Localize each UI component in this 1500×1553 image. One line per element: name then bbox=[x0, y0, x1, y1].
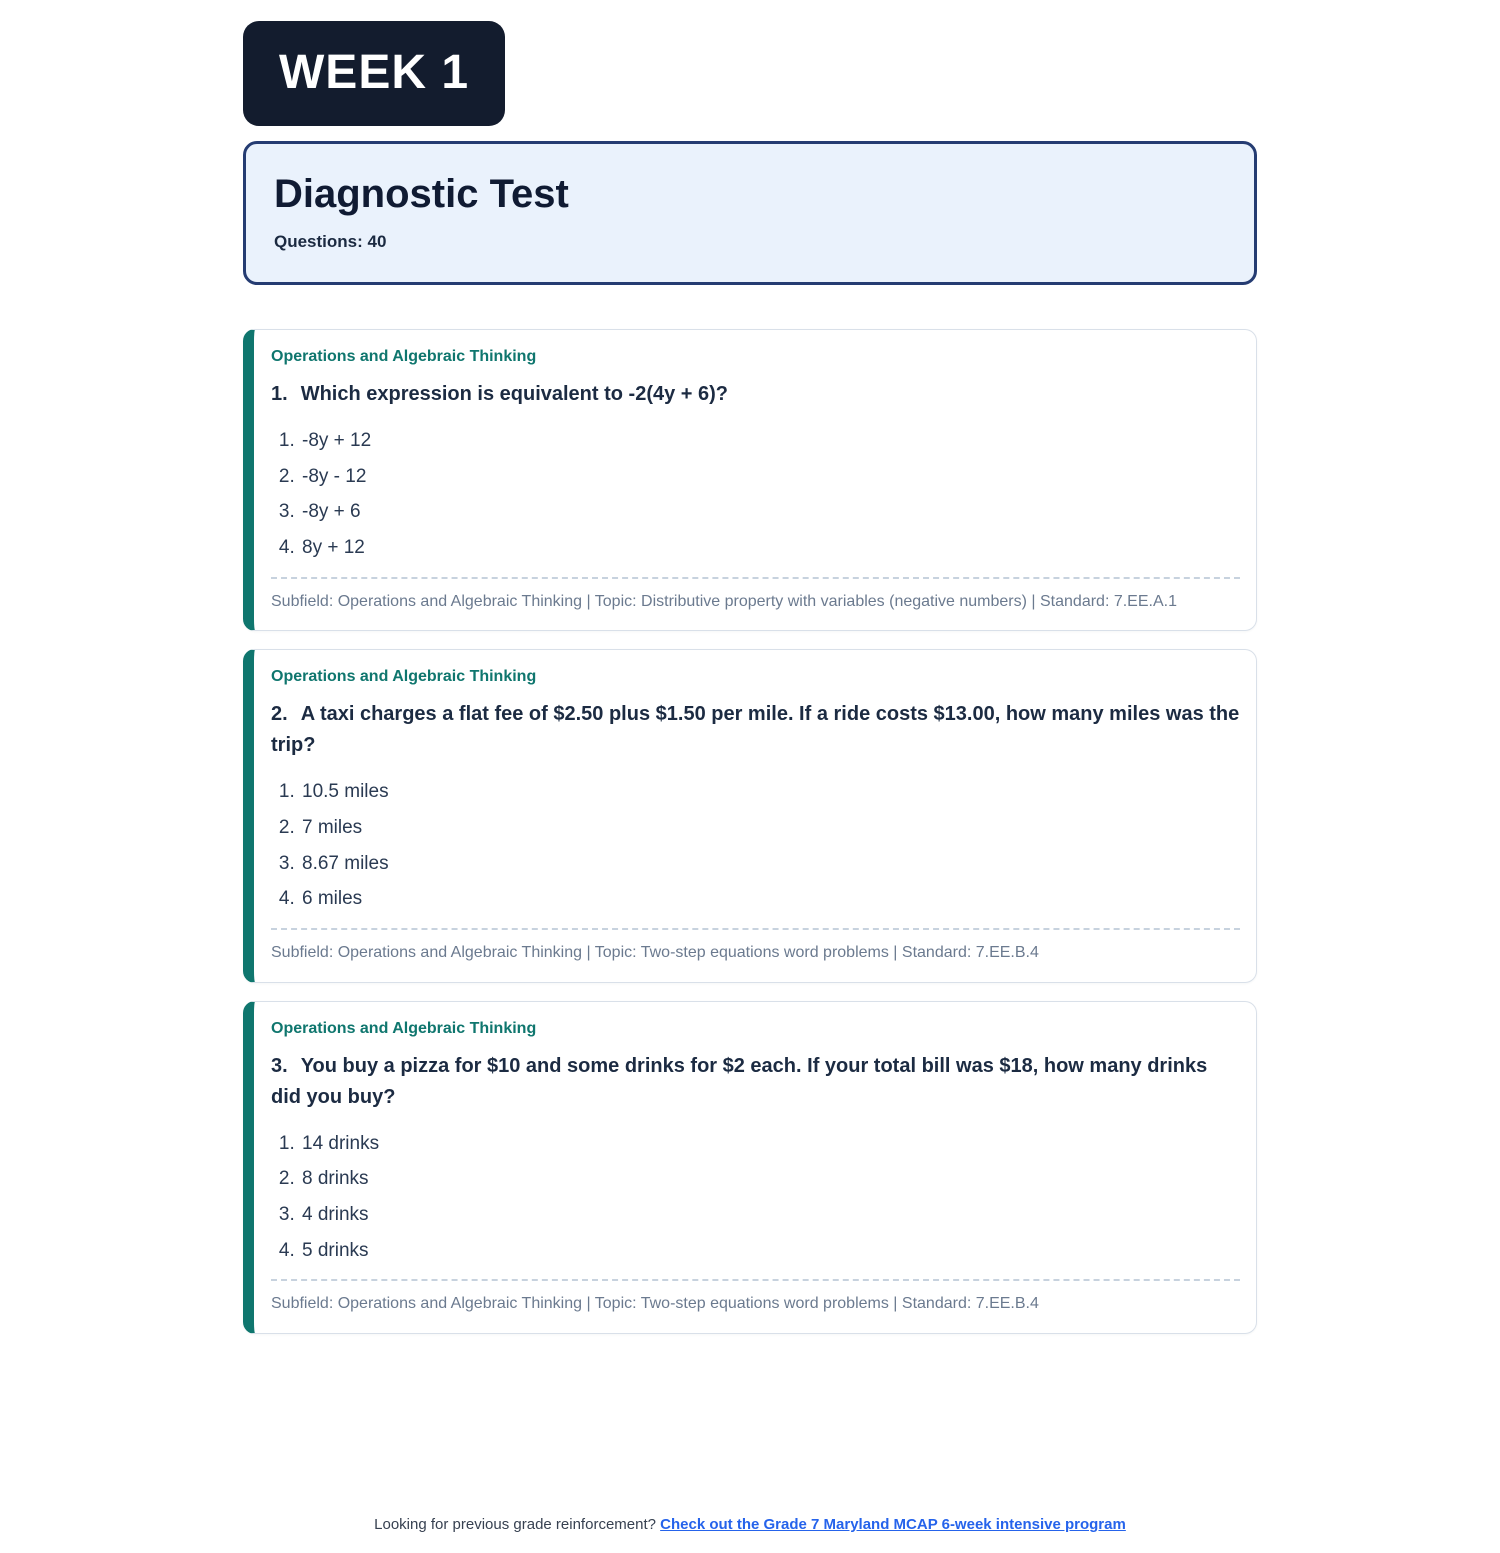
worksheet-page bbox=[243, 0, 1257, 1553]
question-card-1 bbox=[243, 329, 1257, 631]
footer-note bbox=[243, 1516, 1257, 1553]
option-item: 3. 4 drinks bbox=[300, 1202, 1240, 1228]
option-item: 1. 14 drinks bbox=[300, 1131, 1240, 1157]
option-item: 3. 8.67 miles bbox=[300, 851, 1240, 877]
question-number: 1. bbox=[271, 383, 288, 405]
option-item: 4. 8y + 12 bbox=[300, 535, 1240, 561]
option-item: 4. 6 miles bbox=[300, 886, 1240, 912]
footer-prefix: Looking for previous grade reinforcement? bbox=[374, 1516, 661, 1534]
option-item: 2. 8 drinks bbox=[300, 1166, 1240, 1192]
option-item: 2. 7 miles bbox=[300, 815, 1240, 841]
option-item: 3. -8y + 6 bbox=[300, 499, 1240, 525]
diagnostic-test-panel bbox=[243, 141, 1257, 285]
question-body: You buy a pizza for $10 and some drinks for $2 each. If your total bill was $18, how many drinks did you buy? bbox=[271, 1054, 1208, 1108]
options-list bbox=[271, 1131, 1240, 1264]
options-list bbox=[271, 428, 1240, 561]
question-meta: Subfield: Operations and Algebraic Thinking | Topic: Two-step equations word problems | Standard: 7.EE.B.4 bbox=[271, 943, 1039, 961]
category-label: Operations and Algebraic Thinking bbox=[271, 1019, 537, 1037]
question-meta: Subfield: Operations and Algebraic Thinking | Topic: Distributive property with variables (negative numbers) | Standard: 7.EE.A.1 bbox=[271, 592, 1177, 610]
options-list bbox=[271, 779, 1240, 912]
meta-divider bbox=[271, 1279, 1240, 1281]
option-item: 1. -8y + 12 bbox=[300, 428, 1240, 454]
meta-divider bbox=[271, 577, 1240, 579]
question-body: A taxi charges a flat fee of $2.50 plus $1.50 per mile. If a ride costs $13.00, how many miles was the trip? bbox=[271, 703, 1240, 757]
option-item: 2. -8y - 12 bbox=[300, 464, 1240, 490]
category-label: Operations and Algebraic Thinking bbox=[271, 348, 537, 365]
question-number: 2. bbox=[271, 703, 288, 726]
questions-count: Questions: 40 bbox=[274, 232, 387, 251]
footer-link[interactable]: Check out the Grade 7 Maryland MCAP 6-week intensive program bbox=[660, 1516, 1126, 1534]
question-text bbox=[271, 379, 1240, 410]
question-meta: Subfield: Operations and Algebraic Thinking | Topic: Two-step equations word problems | Standard: 7.EE.B.4 bbox=[271, 1295, 1039, 1313]
page-title: Diagnostic Test bbox=[274, 172, 569, 216]
question-text bbox=[271, 699, 1240, 761]
category-label: Operations and Algebraic Thinking bbox=[271, 668, 537, 686]
option-item: 1. 10.5 miles bbox=[300, 779, 1240, 805]
question-text bbox=[271, 1051, 1240, 1113]
question-card-2 bbox=[243, 649, 1257, 982]
question-body: Which expression is equivalent to -2(4y + 6)? bbox=[300, 383, 729, 405]
question-number: 3. bbox=[271, 1054, 288, 1077]
week-badge: WEEK 1 bbox=[243, 21, 505, 126]
option-item: 4. 5 drinks bbox=[300, 1238, 1240, 1264]
meta-divider bbox=[271, 928, 1240, 930]
question-card-3 bbox=[243, 1001, 1257, 1334]
